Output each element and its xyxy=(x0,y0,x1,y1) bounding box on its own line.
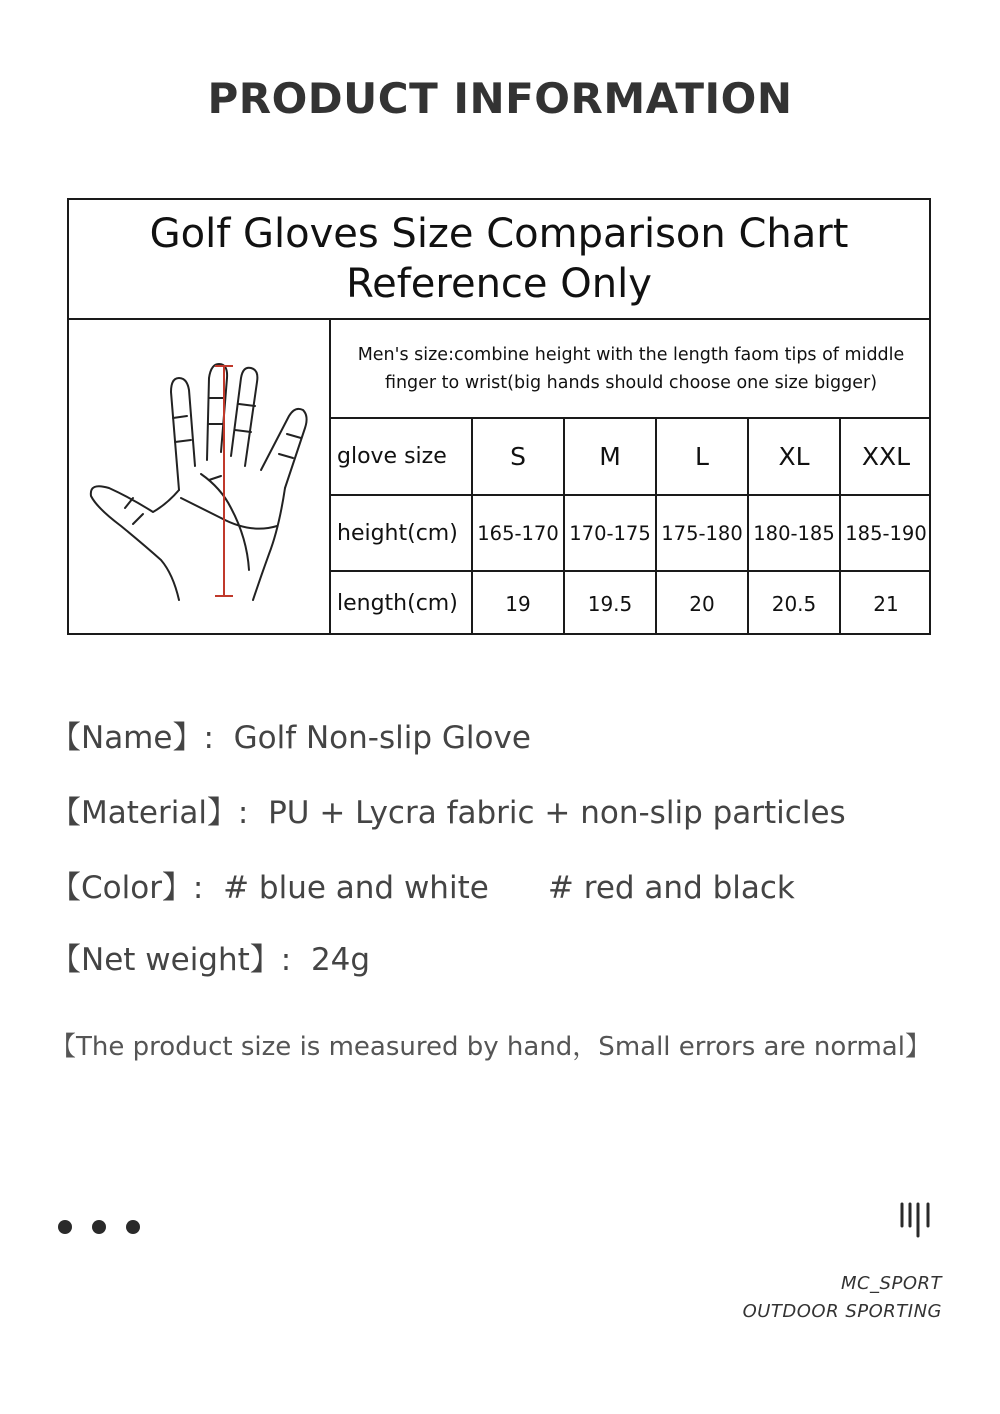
size-note-line-1: Men's size:combine height with the length faom tips of middle xyxy=(357,344,905,365)
dot-icon xyxy=(58,1220,72,1234)
table-cell: 170-175 xyxy=(564,495,656,571)
table-row-length xyxy=(331,571,931,635)
table-cell: 20 xyxy=(656,571,748,635)
row-label: length(cm) xyxy=(331,571,472,635)
table-cell: 20.5 xyxy=(748,571,840,635)
table-row-height xyxy=(331,495,931,571)
chart-title-line-2: Reference Only xyxy=(346,261,652,307)
table-cell: XL xyxy=(748,419,840,495)
size-chart xyxy=(67,198,931,635)
table-cell: 19 xyxy=(472,571,564,635)
size-note-line-2: finger to wrist(big hands should choose one size bigger) xyxy=(384,372,878,393)
dot-icon xyxy=(126,1220,140,1234)
table-cell: XXL xyxy=(840,419,931,495)
decorative-dots xyxy=(58,1219,160,1238)
table-cell: 180-185 xyxy=(748,495,840,571)
info-color: 【Color】: # blue and white # red and black xyxy=(50,870,795,906)
chart-title-line-1: Golf Gloves Size Comparison Chart xyxy=(149,211,849,257)
table-cell: 175-180 xyxy=(656,495,748,571)
size-note xyxy=(331,320,931,419)
table-row-glove-size xyxy=(331,419,931,495)
table-cell: 19.5 xyxy=(564,571,656,635)
brand-name: MC_SPORT xyxy=(840,1273,942,1294)
table-cell: S xyxy=(472,419,564,495)
table-cell: 185-190 xyxy=(840,495,931,571)
table-cell: 21 xyxy=(873,591,899,616)
measurement-disclaimer: 【The product size is measured by hand，Small errors are normal】 xyxy=(50,1032,931,1062)
brand-logo-icon xyxy=(896,1200,936,1240)
dot-icon xyxy=(92,1220,106,1234)
row-label: height(cm) xyxy=(331,495,472,571)
info-net-weight: 【Net weight】: 24g xyxy=(50,942,371,978)
info-material: 【Material】: PU + Lycra fabric + non-slip particles xyxy=(50,795,846,831)
row-label: glove size xyxy=(331,419,472,495)
hand-outline-icon xyxy=(81,348,321,608)
brand-tagline: OUTDOOR SPORTING xyxy=(742,1301,942,1322)
size-table xyxy=(331,419,931,635)
table-cell: L xyxy=(656,419,748,495)
hand-illustration-cell xyxy=(69,320,331,635)
table-cell: 165-170 xyxy=(472,495,564,571)
table-cell: M xyxy=(564,419,656,495)
page-heading: PRODUCT INFORMATION xyxy=(207,74,793,123)
info-name: 【Name】: Golf Non-slip Glove xyxy=(50,720,531,756)
chart-title xyxy=(69,200,929,320)
